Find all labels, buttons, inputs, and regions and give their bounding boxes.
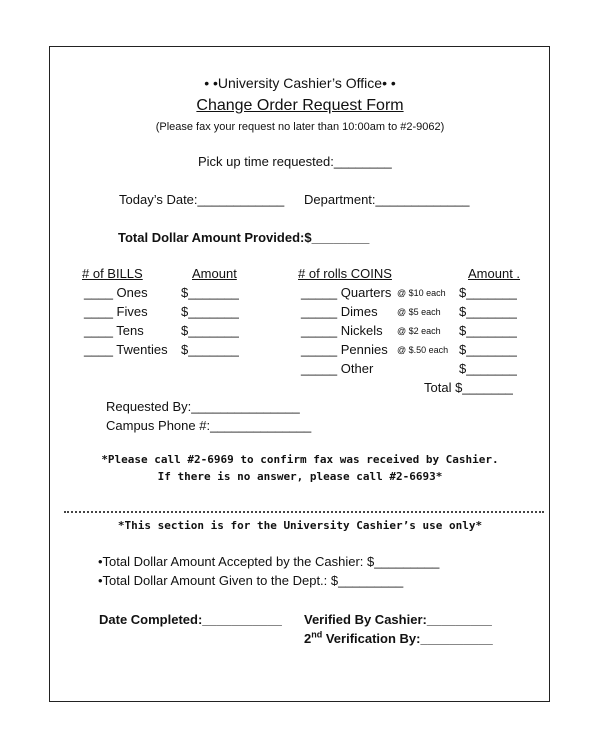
bills-tens-amount[interactable]: $_______: [181, 323, 239, 338]
coins-quarters-rate: @ $10 each: [397, 288, 446, 298]
bills-twenties-amount[interactable]: $_______: [181, 342, 239, 357]
coins-nickels-count[interactable]: _____ Nickels: [301, 323, 383, 338]
cashier-only-heading: *This section is for the University Cashier’s use only*: [117, 519, 483, 532]
second-verification-label: Verification By:__________: [322, 631, 493, 646]
coins-pennies-rate: @ $.50 each: [397, 345, 449, 355]
verified-by-cashier-field[interactable]: Verified By Cashier:_________: [304, 612, 492, 627]
form-subtitle: (Please fax your request no later than 10:00am to #2-9062): [155, 121, 445, 133]
office-heading: • •University Cashier’s Office• •: [204, 75, 396, 91]
coins-nickels-amount[interactable]: $_______: [459, 323, 517, 338]
bills-amount-header: Amount: [192, 266, 237, 281]
form-title: Change Order Request Form: [196, 97, 404, 114]
second-verification-field[interactable]: [304, 629, 493, 646]
coins-count-header: # of rolls COINS: [298, 266, 392, 281]
department-field[interactable]: Department:_____________: [304, 192, 470, 207]
second-verification-ordinal: nd: [311, 629, 323, 640]
bills-tens-count[interactable]: ____ Tens: [84, 323, 144, 338]
no-answer-notice: If there is no answer, please call #2-6693*: [157, 470, 443, 483]
second-verification-number: 2: [304, 631, 312, 646]
pickup-time-field[interactable]: Pick up time requested:________: [198, 154, 392, 169]
todays-date-field[interactable]: Today’s Date:____________: [119, 192, 285, 207]
campus-phone-field[interactable]: Campus Phone #:______________: [106, 418, 312, 433]
bills-ones-amount[interactable]: $_______: [181, 285, 239, 300]
coins-quarters-count[interactable]: _____ Quarters: [301, 285, 392, 300]
coins-dimes-count[interactable]: _____ Dimes: [301, 304, 378, 319]
coins-dimes-rate: @ $5 each: [397, 307, 441, 317]
coins-total-field[interactable]: Total $_______: [424, 380, 513, 395]
coins-quarters-amount[interactable]: $_______: [459, 285, 517, 300]
bills-fives-amount[interactable]: $_______: [181, 304, 239, 319]
section-divider: [64, 511, 544, 513]
date-completed-field[interactable]: Date Completed:___________: [99, 612, 282, 627]
coins-pennies-count[interactable]: _____ Pennies: [301, 342, 388, 357]
amount-given-field[interactable]: •Total Dollar Amount Given to the Dept.: $_________: [98, 573, 404, 588]
bills-fives-count[interactable]: ____ Fives: [84, 304, 148, 319]
coins-amount-header: Amount .: [468, 266, 521, 281]
coins-nickels-rate: @ $2 each: [397, 326, 441, 336]
bills-twenties-count[interactable]: ____ Twenties: [84, 342, 168, 357]
requested-by-field[interactable]: Requested By:_______________: [106, 399, 300, 414]
coins-other-amount[interactable]: $_______: [459, 361, 517, 376]
coins-dimes-amount[interactable]: $_______: [459, 304, 517, 319]
bills-ones-count[interactable]: ____ Ones: [84, 285, 148, 300]
fax-confirm-notice: *Please call #2-6969 to confirm fax was received by Cashier.: [101, 453, 499, 466]
bills-count-header: # of BILLS: [82, 266, 143, 281]
total-provided-field[interactable]: Total Dollar Amount Provided:$________: [118, 230, 370, 245]
coins-pennies-amount[interactable]: $_______: [459, 342, 517, 357]
amount-accepted-field[interactable]: •Total Dollar Amount Accepted by the Cashier: $_________: [98, 554, 440, 569]
coins-other-count[interactable]: _____ Other: [301, 361, 374, 376]
